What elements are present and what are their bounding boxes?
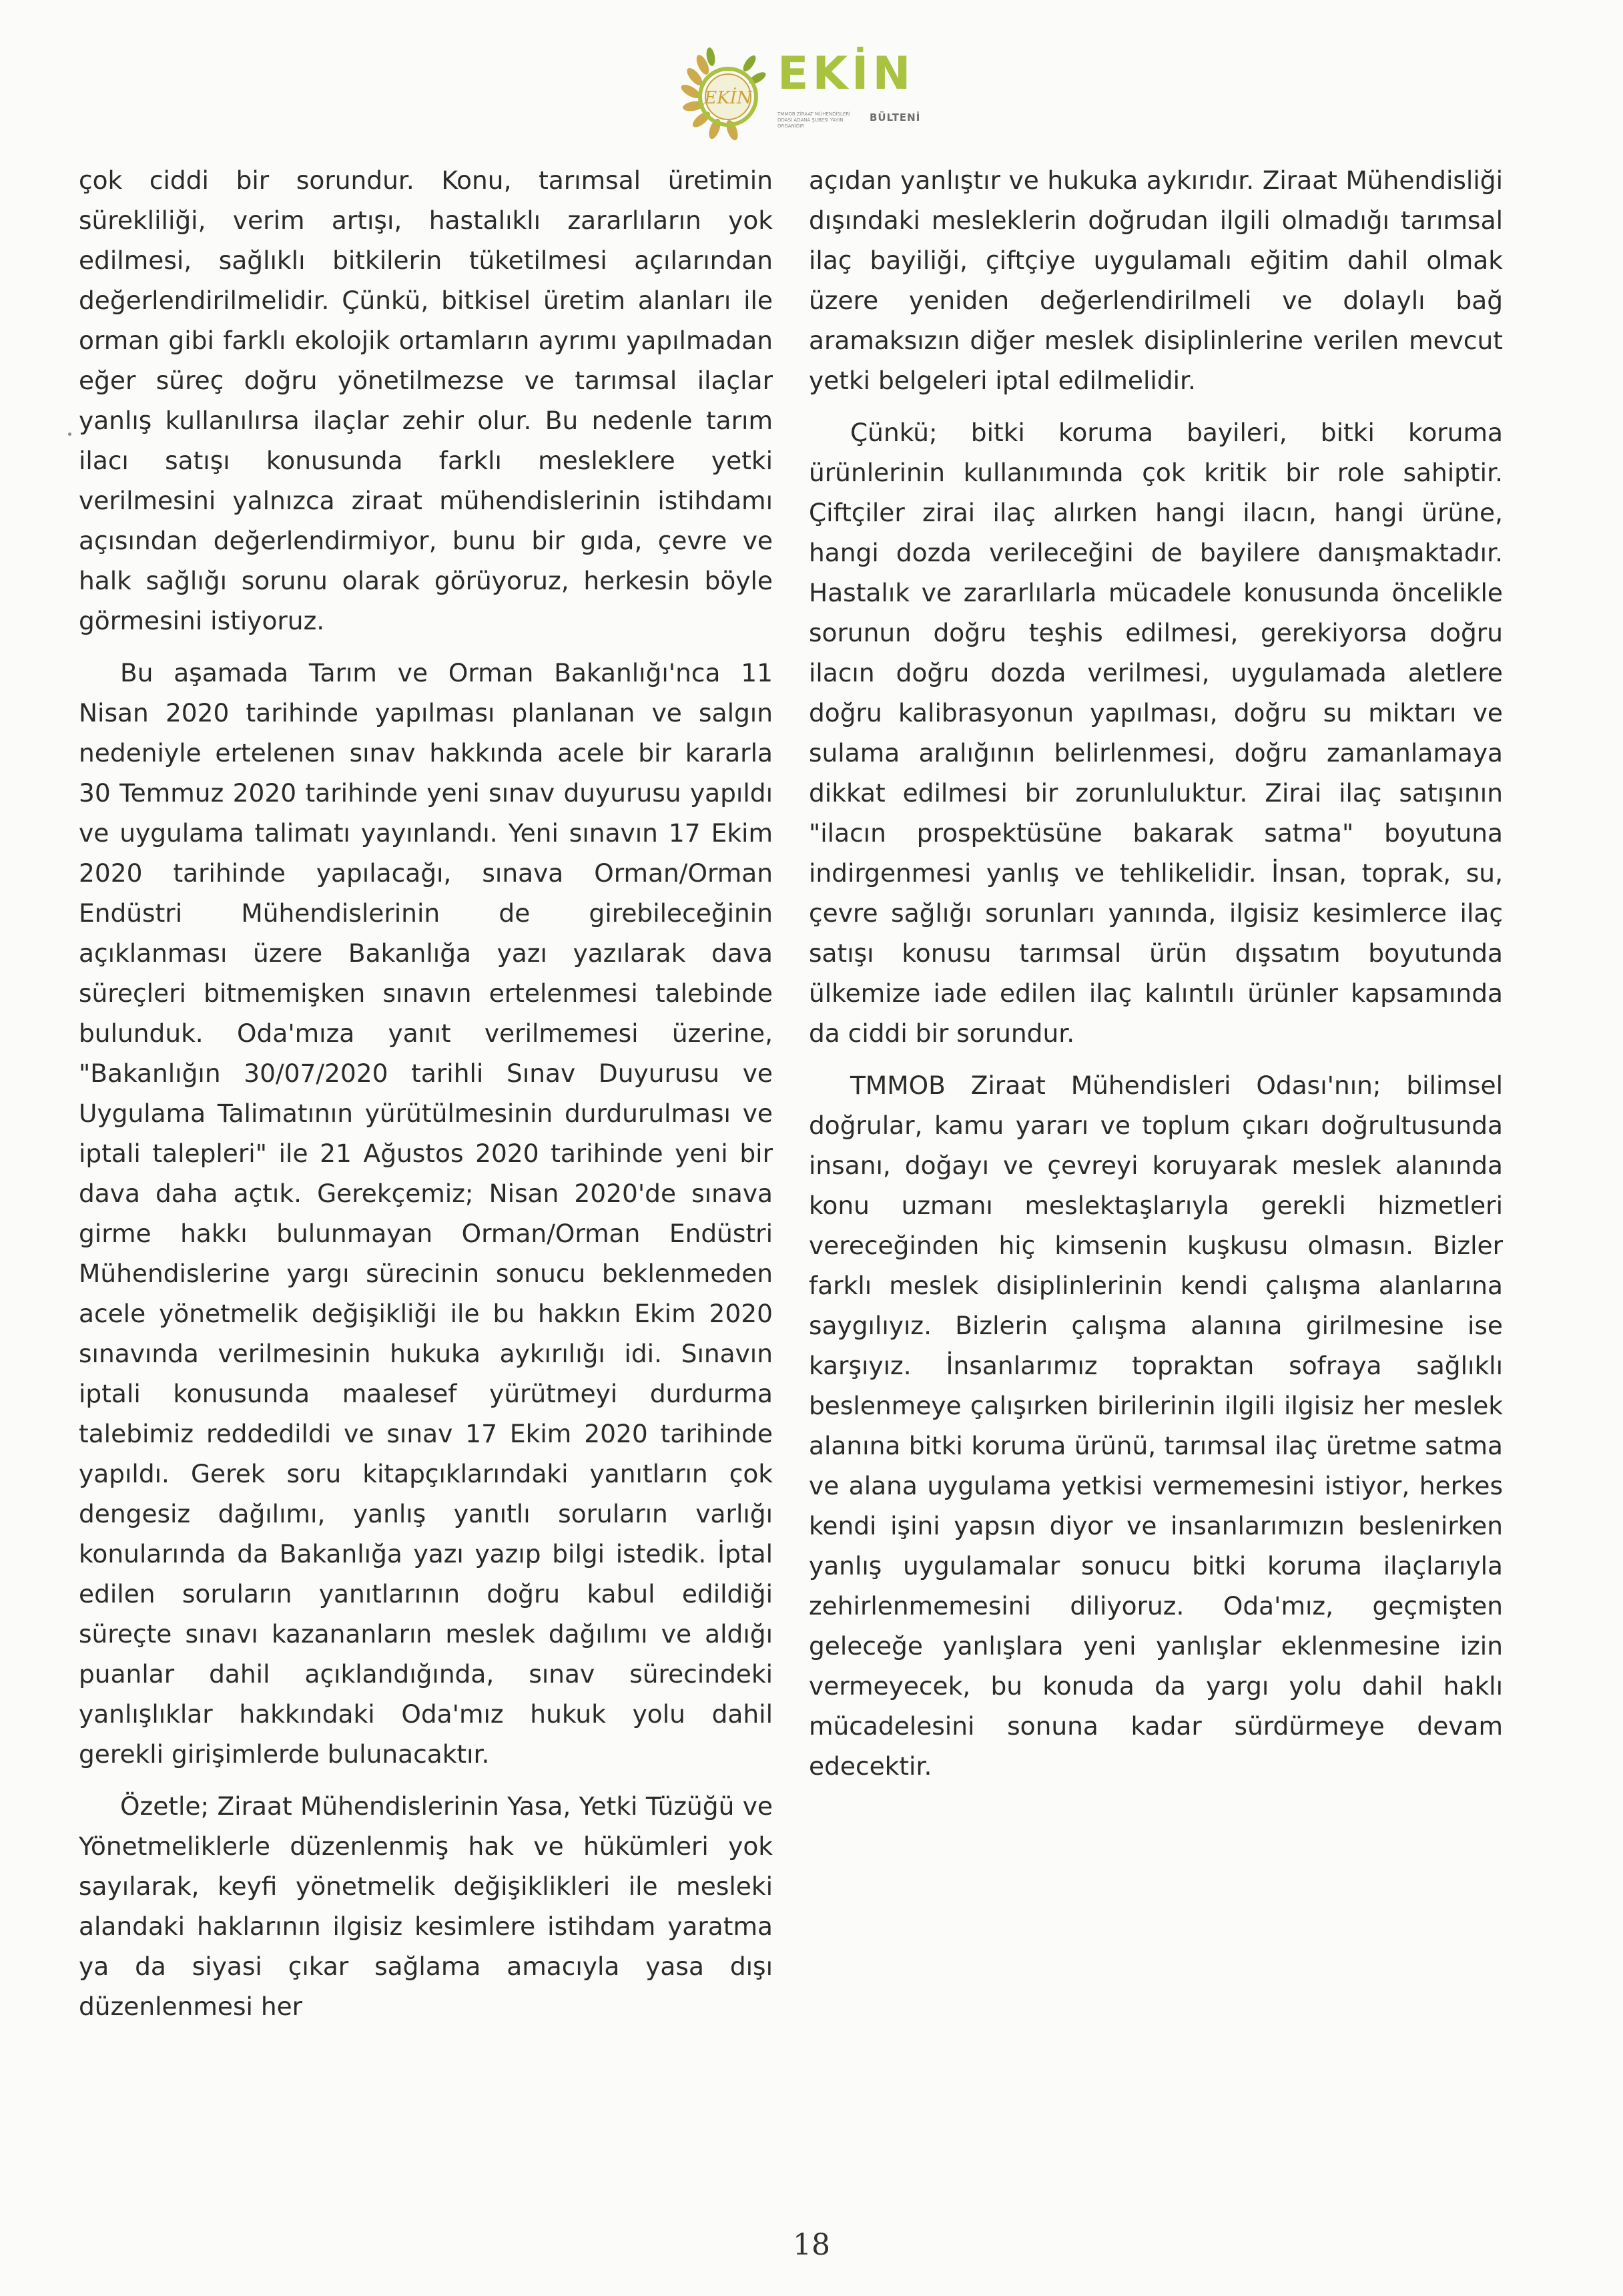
- paragraph: açıdan yanlıştır ve hukuka aykırıdır. Ziraat Mühendisliği dışındaki mesleklerin doğrudan ilgili olmadığı tarımsal ilaç bayiliği, çiftçiye uygulamalı eğitim dahil olmak üzere yeniden değerlendirilmeli ve dolaylı bağ aramaksızın diğer meslek disiplinlerine verilen mevcut yetki belgeleri iptal edilmelidir.: [809, 166, 1503, 395]
- paragraph: Özetle; Ziraat Mühendislerinin Yasa, Yetki Tüzüğü ve Yönetmeliklerle düzenlenmiş hak ve hükümleri yok sayılarak, keyfi yönetmelik değişiklikleri ile mesleki alandaki haklarının ilgisiz kesimlere istihdam yaratma ya da siyasi çıkar sağlama amacıyla yasa dışı düzenlenmesi her: [79, 1791, 773, 2021]
- right-column: [809, 160, 1503, 1798]
- paragraph: çok ciddi bir sorundur. Konu, tarımsal üretimin sürekliliği, verim artışı, hastalıklı zararlıların yok edilmesi, sağlıklı bitkilerin tüketilmesi açılarından değerlendirilmelidir. Çünkü, bitkisel üretim alanları ile orman gibi farklı ekolojik ortamların ayrımı yapılmadan eğer süreç doğru yönetilmezse ve tarımsal ilaçlar yanlış kullanılırsa ilaçlar zehir olur. Bu nedenle tarım ilacı satışı konusunda farklı mesleklere yetki verilmesini yalnızca ziraat mühendislerinin istihdamı açısından değerlendirmiyor, bunu bir gıda, çevre ve halk sağlığı sorunu olarak görüyoruz, herkesin böyle görmesini istiyoruz.: [79, 166, 773, 635]
- emblem-text: EKİN: [704, 88, 752, 108]
- paragraph: TMMOB Ziraat Mühendisleri Odası'nın; bilimsel doğrular, kamu yararı ve toplum çıkarı doğrultusunda insanı, doğayı ve çevreyi koruyarak meslek alanında konu uzmanı meslektaşlarıyla gerekli hizmetleri vereceğinden hiç kimsenin kuşkusu olmasın. Bizler farklı meslek disiplinlerinin kendi çalışma alanlarına saygılıyız. Bizlerin çalışma alanına girilmesine ise karşıyız. İnsanlarımız topraktan sofraya sağlıklı beslenmeye çalışırken birilerinin ilgili ilgisiz her meslek alanına bitki koruma ürünü, tarımsal ilaç üretme satma ve alana uygulama yetkisi vermemesini istiyor, herkes kendi işini yapsın diyor ve insanlarımızın beslenirken yanlış uygulamalar sonucu bitki koruma ilaçlarıyla zehirlenmemesini diliyoruz. Oda'mız, geçmişten geleceğe yanlışlara yeni yanlışlar eklenmesine izin vermeyecek, bu konuda da yargı yolu dahil haklı mücadelesini sonuna kadar sürdürmeye devam edecektir.: [809, 1071, 1503, 1781]
- logo-small-text: TMMOB ZİRAAT MÜHENDİSLERİ ODASI ADANA ŞUBESİ YAYIN ORGANIDIR: [777, 111, 851, 129]
- margin-dot: [68, 433, 71, 436]
- wheat-emblem-icon: [671, 37, 777, 150]
- page-header: [0, 37, 1623, 150]
- ekin-bulteni-logo: [671, 37, 924, 150]
- page-number: 18: [793, 2228, 830, 2262]
- paragraph: Çünkü; bitki koruma bayileri, bitki koruma ürünlerinin kullanımında çok kritik bir role sahiptir. Çiftçiler zirai ilaç alırken hangi ilacın, hangi ürüne, hangi dozda verileceğini de bayilere danışmaktadır. Hastalık ve zararlılarla mücadele konusunda öncelikle sorunun doğru teşhis edilmesi, gerekiyorsa doğru ilacın doğru dozda verilmesi, uygulamada aletlere doğru kalibrasyonun yapılması, doğru su miktarı ve sulama aralığının belirlenmesi, doğru zamanlamaya dikkat edilmesi bir zorunluluktur. Zirai ilaç satışının "ilacın prospektüsüne bakarak satma" boyutuna indirgenmesi yanlış ve tehlikelidir. İnsan, toprak, su, çevre sağlığı sorunları yanında, ilgisiz kesimlerce ilaç satışı konusu tarımsal ürün dışsatım boyutunda ülkemize iade edilen ilaç kalıntılı ürünler kapsamında da ciddi bir sorundur.: [809, 418, 1503, 1048]
- paragraph: Bu aşamada Tarım ve Orman Bakanlığı'nca 11 Nisan 2020 tarihinde yapılması planlanan ve salgın nedeniyle ertelenen sınav hakkında acele bir kararla 30 Temmuz 2020 tarihinde yeni sınav duyurusu yapıldı ve uygulama talimatı yayınlandı. Yeni sınavın 17 Ekim 2020 tarihinde yapılacağı, sınava Orman/Orman Endüstri Mühendislerinin de girebileceğinin açıklanması üzere Bakanlığa yazı yazılarak dava süreçleri bitmemişken sınavın ertelenmesi talebinde bulunduk. Oda'mıza yanıt verilmemesi üzerine, "Bakanlığın 30/07/2020 tarihli Sınav Duyurusu ve Uygulama Talimatının yürütülmesinin durdurulması ve iptali talepleri" ile 21 Ağustos 2020 tarihinde yeni bir dava daha açtık. Gerekçemiz; Nisan 2020'de sınava girme hakkı bulunmayan Orman/Orman Endüstri Mühendislerine yargı sürecinin sonucu beklenmeden acele yönetmelik değişikliği ile bu hakkın Ekim 2020 sınavında verilmesinin hukuka aykırılığı idi. Sınavın iptali konusunda maalesef yürütmeyi durdurma talebimiz reddedildi ve sınav 17 Ekim 2020 tarihinde yapıldı. Gerek soru kitapçıklarındaki yanıtların çok dengesiz dağılımı, yanlış yanıtlı soruların varlığı konularında da Bakanlığa yazı yazıp bilgi istedik. İptal edilen soruların yanıtlarının doğru kabul edildiği süreçte sınavı kazananların meslek dağılımı ve aldığı puanlar dahil açıklandığında, sınav sürecindeki yanlışlıklar hakkındaki Oda'mız hukuk yolu dahil gerekli girişimlerde bulunacaktır.: [79, 658, 773, 1769]
- left-column: [79, 160, 773, 2038]
- logo-wordmark: EKİN: [777, 47, 915, 100]
- logo-subtitle: BÜLTENİ: [870, 111, 921, 123]
